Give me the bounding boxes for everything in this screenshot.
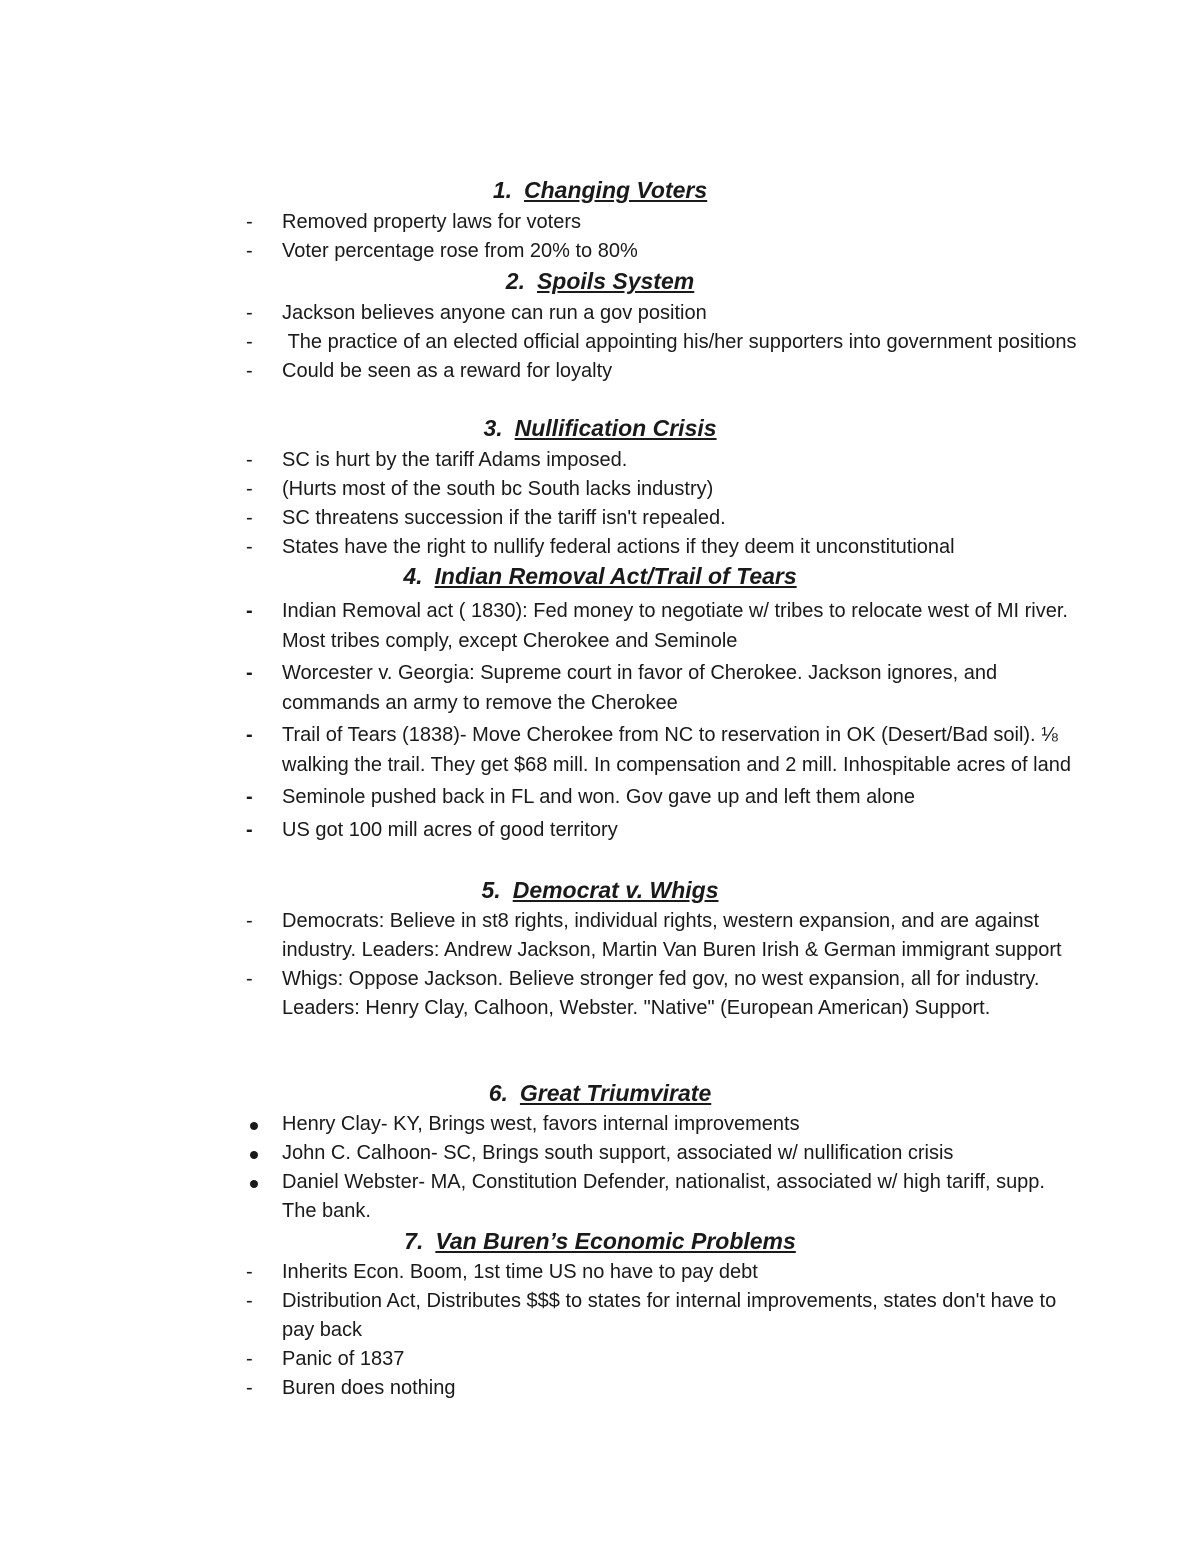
list-item-text: Henry Clay- KY, Brings west, favors internal improvements xyxy=(282,1113,800,1135)
list-item xyxy=(0,208,1200,237)
list-item xyxy=(0,328,1200,357)
dash-marker xyxy=(246,357,266,386)
list-item xyxy=(0,1139,1200,1168)
dash-marker xyxy=(246,816,266,846)
list-item-text: Daniel Webster- MA, Constitution Defender, nationalist, associated w/ high tariff, supp. The bank. xyxy=(282,1171,1045,1222)
list-item xyxy=(0,907,1200,965)
list-item-text: The practice of an elected official appointing his/her supporters into government positions xyxy=(282,331,1077,353)
list-item xyxy=(0,446,1200,475)
list-item xyxy=(0,357,1200,386)
list-item xyxy=(0,475,1200,504)
section-title: Great Triumvirate xyxy=(519,1080,712,1106)
list-item-text: John C. Calhoon- SC, Brings south support, associated w/ nullification crisis xyxy=(282,1142,954,1164)
list-item-text: Democrats: Believe in st8 rights, individual rights, western expansion, and are against industry. Leaders: Andrew Jackson, Martin Van Buren Irish & German immigrant support xyxy=(282,910,1062,961)
list-item-text: Could be seen as a reward for loyalty xyxy=(282,360,613,382)
dash-marker xyxy=(246,1287,266,1316)
list-item xyxy=(0,1110,1200,1139)
list-item xyxy=(0,1345,1200,1374)
dash-marker xyxy=(246,1374,266,1403)
section-democrat-whigs xyxy=(0,876,1200,1023)
list-item xyxy=(0,721,1200,780)
section-list xyxy=(0,597,1200,845)
dash-marker xyxy=(246,721,266,751)
list-item xyxy=(0,816,1200,846)
list-item xyxy=(0,1287,1200,1345)
section-number: 5. xyxy=(481,877,501,903)
section-spoils-system xyxy=(0,267,1200,386)
list-item-text: Worcester v. Georgia: Supreme court in favor of Cherokee. Jackson ignores, and commands an army to remove the Cherokee xyxy=(282,662,998,714)
section-list xyxy=(0,446,1200,562)
section-title: Nullification Crisis xyxy=(514,415,717,441)
dash-marker xyxy=(246,1345,266,1374)
dash-marker xyxy=(246,446,266,475)
section-van-buren xyxy=(0,1227,1200,1403)
section-heading xyxy=(0,414,1200,442)
section-number: 6. xyxy=(488,1080,508,1106)
list-item xyxy=(0,1258,1200,1287)
section-heading xyxy=(0,876,1200,904)
section-number: 1. xyxy=(492,177,512,203)
section-number: 7. xyxy=(404,1228,424,1254)
section-number: 3. xyxy=(483,415,503,441)
dash-marker xyxy=(246,783,266,813)
list-item-text: US got 100 mill acres of good territory xyxy=(282,818,618,841)
list-item-text: Panic of 1837 xyxy=(282,1348,405,1370)
dash-marker xyxy=(246,597,266,627)
dash-marker xyxy=(246,1258,266,1287)
list-item xyxy=(0,597,1200,656)
section-title: Van Buren’s Economic Problems xyxy=(435,1228,796,1254)
dash-marker xyxy=(246,237,266,266)
section-number: 2. xyxy=(505,268,525,294)
section-list xyxy=(0,299,1200,386)
list-item-text: Voter percentage rose from 20% to 80% xyxy=(282,240,638,262)
section-heading xyxy=(0,1227,1200,1255)
dash-marker xyxy=(246,965,266,994)
section-heading xyxy=(0,562,1200,590)
list-item-text: (Hurts most of the south bc South lacks industry) xyxy=(282,478,714,500)
list-item-text: SC threatens succession if the tariff isn't repealed. xyxy=(282,507,726,529)
section-list xyxy=(0,1258,1200,1403)
section-title: Spoils System xyxy=(536,268,695,294)
list-item xyxy=(0,299,1200,328)
dash-marker xyxy=(246,208,266,237)
list-item xyxy=(0,237,1200,266)
list-item-text: Removed property laws for voters xyxy=(282,211,582,233)
dash-marker xyxy=(246,328,266,357)
dash-marker xyxy=(246,533,266,562)
list-item-text: Distribution Act, Distributes $$$ to states for internal improvements, states don't have to pay back xyxy=(282,1290,1057,1341)
list-item-text: Jackson believes anyone can run a gov position xyxy=(282,302,707,324)
section-heading xyxy=(0,176,1200,204)
list-item-text: Whigs: Oppose Jackson. Believe stronger fed gov, no west expansion, all for industry. Leaders: Henry Clay, Calhoon, Webster. "Native" (European American) Support. xyxy=(282,968,1040,1019)
list-item xyxy=(0,504,1200,533)
section-indian-removal xyxy=(0,562,1200,848)
list-item xyxy=(0,1374,1200,1403)
section-number: 4. xyxy=(403,563,423,589)
list-item-text: Buren does nothing xyxy=(282,1377,456,1399)
dash-marker xyxy=(246,475,266,504)
list-item-text: SC is hurt by the tariff Adams imposed. xyxy=(282,449,628,471)
list-item xyxy=(0,659,1200,718)
list-item xyxy=(0,533,1200,562)
section-heading xyxy=(0,1079,1200,1107)
list-item xyxy=(0,1168,1200,1226)
dash-marker xyxy=(246,659,266,689)
list-item-text: Indian Removal act ( 1830): Fed money to negotiate w/ tribes to relocate west of MI river. Most tribes comply, except Cherokee and Seminole xyxy=(282,600,1068,652)
section-list xyxy=(0,907,1200,1023)
section-great-triumvirate xyxy=(0,1079,1200,1226)
section-title: Indian Removal Act/Trail of Tears xyxy=(434,563,797,589)
dash-marker xyxy=(246,907,266,936)
section-nullification-crisis xyxy=(0,414,1200,562)
list-item-text: Seminole pushed back in FL and won. Gov gave up and left them alone xyxy=(282,786,915,808)
list-item-text: Trail of Tears (1838)- Move Cherokee from NC to reservation in OK (Desert/Bad soil). ⅛ walking the trail. They get $68 mill. In compensation and 2 mill. Inhospitable acres of land xyxy=(282,724,1071,776)
section-list xyxy=(0,208,1200,266)
section-heading xyxy=(0,267,1200,295)
section-changing-voters xyxy=(0,176,1200,266)
list-item-text: Inherits Econ. Boom, 1st time US no have to pay debt xyxy=(282,1261,758,1283)
dash-marker xyxy=(246,299,266,328)
section-title: Changing Voters xyxy=(524,177,708,203)
dash-marker xyxy=(246,504,266,533)
section-title: Democrat v. Whigs xyxy=(512,877,719,903)
list-item xyxy=(0,965,1200,1023)
list-item xyxy=(0,783,1200,813)
list-item-text: States have the right to nullify federal actions if they deem it unconstitutional xyxy=(282,536,955,558)
section-list xyxy=(0,1110,1200,1226)
